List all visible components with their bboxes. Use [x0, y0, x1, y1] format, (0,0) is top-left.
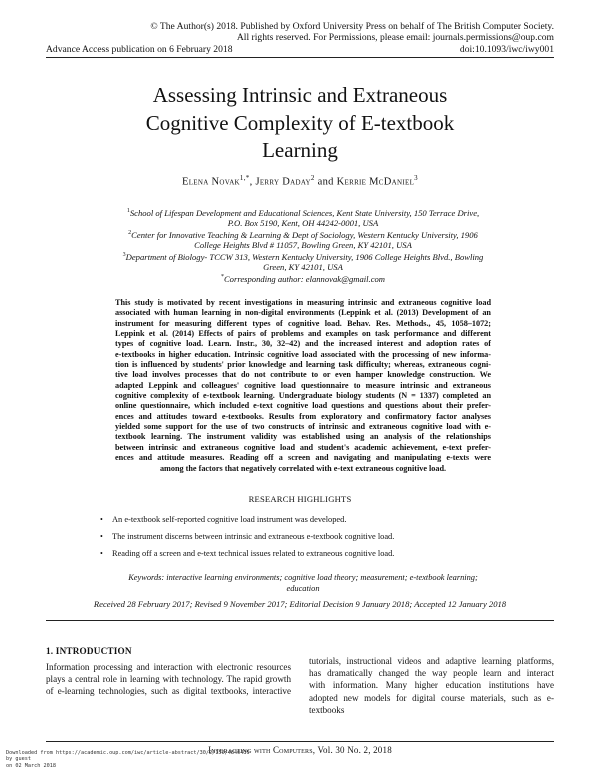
intro-right-line: tutorials, instructional videos and adaptive learning platforms,: [309, 656, 554, 666]
affiliation-3-line-1: Department of Biology- TCCW 313, Western Kentucky University, 1906 College Heights Blvd., Bowling: [125, 251, 484, 262]
author-separator-and: and: [314, 176, 337, 188]
received-dates: Received 28 February 2017; Revised 9 November 2017; Editorial Decision 9 January 2018; Accepted 12 January 2018: [93, 599, 507, 609]
highlight-item: [100, 515, 512, 524]
intro-right-column: [309, 655, 554, 716]
corresponding-email[interactable]: Corresponding author: elannovak@gmail.com: [223, 273, 386, 284]
highlight-text-1: An e-textbook self-reported cognitive load instrument was developed.: [112, 515, 347, 524]
author-mcdaniel: Kerrie McDaniel: [336, 176, 415, 188]
intro-left-line: Information processing and interaction with electronic resources: [46, 662, 291, 672]
title-line-3: Learning: [262, 138, 338, 162]
advance-access-line: Advance Access publication on 6 February 2018: [46, 44, 233, 55]
abstract: [115, 298, 491, 474]
abstract-line: tive load involves processes that do not contribute to or even hamper knowledge construction. We: [115, 370, 491, 380]
research-highlights-heading: RESEARCH HIGHLIGHTS: [248, 494, 352, 504]
copyright-line: © The Author(s) 2018. Published by Oxford University Press on behalf of The British Computer Society.: [150, 21, 554, 32]
keywords-line-1: Keywords: interactive learning environments; cognitive load theory; measurement; e-textbook learning;: [128, 573, 478, 582]
corresponding-mark: *: [220, 274, 224, 280]
affiliation-1-number: 1: [126, 208, 130, 214]
affiliation-1-line-2: P.O. Box 5190, Kent, OH 44242-0001, USA: [227, 218, 379, 229]
affiliation-3-line-2: Green, KY 42101, USA: [263, 262, 343, 273]
abstract-line: cognitive complexity of e-textbook learning. Undergraduate biology students (N = 1337) completed an: [115, 391, 491, 401]
affiliation-3: [112, 250, 494, 273]
download-note-line-1: Downloaded from https://academic.oup.com/iwc/article-abstract/30/2/150/4840439: [6, 750, 250, 756]
intro-left-line: plays a central role in learning with technology. The rapid growth: [46, 674, 291, 685]
bullet-icon: •: [100, 515, 103, 524]
abstract-line: between intrinsic and extraneous cognitive load and student's academic achievement, e-text prefer-: [115, 442, 491, 452]
affiliation-2-number: 2: [128, 230, 132, 236]
bullet-icon: •: [100, 549, 103, 558]
paper-title: [80, 82, 520, 165]
abstract-line: textbook learning. The instrument validity was established using an analysis of the relationships: [115, 432, 491, 442]
highlight-item: [100, 549, 512, 558]
section-rule: [46, 620, 554, 621]
author-daday-affil: 2: [310, 174, 315, 182]
download-note-line-2: by guest: [6, 756, 31, 763]
abstract-line: ences and attitude measures. Reading off a screen and navigating and manipulating e-texts were: [115, 453, 491, 463]
abstract-line: e-textbooks in higher education. Intrinsic cognitive load associated with the processing of new informa-: [115, 349, 491, 359]
doi-link[interactable]: doi:10.1093/iwc/iwy001: [459, 44, 554, 55]
highlight-item: [100, 532, 512, 541]
affiliation-3-number: 3: [122, 252, 126, 258]
intro-left-column: [46, 661, 291, 698]
abstract-line: online questionnaire, which included e-text cognitive load questions and questions about their prefer-: [115, 401, 491, 411]
affiliation-2: [112, 228, 494, 251]
abstract-line: yielded some support for the use of two constructs of intrinsic and extraneous cognitive load with e-: [115, 422, 491, 432]
author-daday: Jerry Daday: [255, 176, 311, 188]
highlight-text-3: Reading off a screen and e-text technical issues related to extraneous cognitive load.: [112, 549, 395, 558]
keywords: [112, 572, 494, 594]
affiliation-2-line-2: College Heights Blvd # 11057, Bowling Green, KY 42101, USA: [194, 240, 412, 251]
abstract-line: ences and attitudes toward e-textbooks. Results from exploratory and confirmatory factor analyses: [115, 411, 491, 421]
corresponding-author: [112, 272, 494, 284]
author-mcdaniel-affil: 3: [414, 174, 418, 182]
highlight-text-2: The instrument discerns between intrinsic and extraneous e-textbook cognitive load.: [112, 532, 395, 541]
footer-rule: [46, 741, 554, 742]
section-heading-introduction: 1. INTRODUCTION: [46, 646, 132, 656]
bullet-icon: •: [100, 532, 103, 541]
abstract-body: [115, 298, 491, 464]
keywords-line-2: education: [286, 584, 320, 593]
abstract-line: associated with human learning in non-digital environments (Leppink et al. (2013) Development of an: [115, 308, 491, 318]
intro-right-line: has dramatically changed the way people learn and interact: [309, 668, 554, 679]
affiliation-1-line-1: School of Lifespan Development and Educational Sciences, Kent State University, 150 Terrace Drive,: [129, 207, 480, 218]
abstract-line: instrument for measuring different types of cognitive load. Behav. Res. Methods., 45, 1058–1072;: [115, 318, 491, 328]
title-line-1: Assessing Intrinsic and Extraneous: [152, 83, 448, 107]
journal-issue: , Vol. 30 No. 2, 2018: [312, 745, 392, 755]
abstract-line: tion is influenced by students' prior knowledge and learning task difficulty; whereas, extraneous cogni-: [115, 360, 491, 370]
title-line-2: Cognitive Complexity of E-textbook: [145, 110, 455, 135]
author-novak-affil: 1,*: [239, 174, 250, 182]
abstract-line: adapted Leppink and colleagues' cognitive load questionnaire to measure intrinsic and extraneous: [115, 380, 491, 390]
abstract-line: Leppink et al. (2014) Effects of pairs of problems and examples on task performance and different: [115, 329, 491, 339]
author-separator: ,: [249, 176, 256, 188]
author-list: [60, 174, 540, 188]
rights-line: All rights reserved. For Permissions, please email: journals.permissions@oup.com: [236, 32, 554, 43]
abstract-last-line: among the factors that negatively correlated with e-text extraneous cognitive load.: [159, 463, 447, 473]
download-note-line-3: on 02 March 2018: [6, 762, 56, 769]
download-note: [6, 750, 250, 769]
abstract-line: This study is motivated by recent investigations in measuring intrinsic and extraneous cognitive load: [115, 298, 491, 307]
header-rule: [46, 57, 554, 58]
abstract-line: types of cognitive load. Learn. Instr., 30, 32–42) and the increased interest and adoption rates of: [115, 339, 491, 349]
intro-left-line: of e-learning technologies, such as digital textbooks, interactive: [46, 686, 291, 697]
journal-name: Interacting with Computers: [208, 745, 313, 755]
intro-right-line: with information. Many higher education institutions have: [309, 680, 554, 691]
affiliation-1: [112, 206, 494, 229]
intro-right-line: adopted new models for digital course materials, such as e-textbooks: [309, 692, 554, 715]
affiliation-2-line-1: Center for Innovative Teaching & Learning & Dept of Sociology, Western Kentucky University, 1906: [131, 229, 478, 240]
author-novak: Elena Novak: [182, 176, 240, 188]
